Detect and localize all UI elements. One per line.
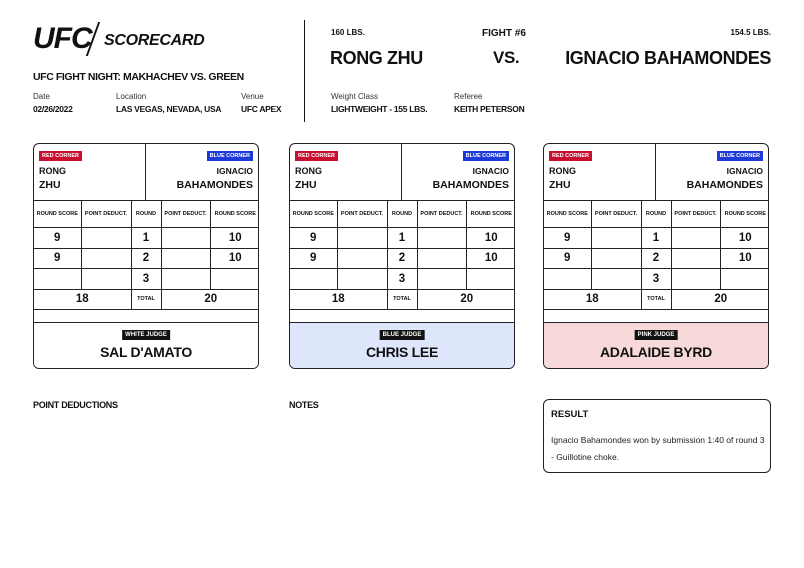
red-point-deduct	[591, 248, 641, 269]
blue-point-deduct-header: POINT DEDUCT.	[671, 201, 720, 228]
weight-class-label: Weight Class	[331, 92, 378, 101]
red-round-score	[290, 269, 337, 290]
score-table	[290, 200, 515, 310]
red-corner-last-name: ZHU	[39, 179, 61, 191]
red-point-deduct-header: POINT DEDUCT.	[591, 201, 641, 228]
red-round-score: 9	[290, 228, 337, 249]
blue-point-deduct	[161, 248, 210, 269]
round-row	[290, 248, 515, 269]
red-corner-first-name: RONG	[549, 166, 576, 176]
judge-area	[544, 322, 768, 369]
blue-corner-first-name: IGNACIO	[726, 166, 763, 176]
round-header: ROUND	[131, 201, 161, 228]
date-value: 02/26/2022	[33, 104, 73, 114]
fight-number: FIGHT #6	[482, 28, 526, 39]
judge-badge: WHITE JUDGE	[122, 330, 170, 340]
location-value: LAS VEGAS, NEVADA, USA	[116, 104, 222, 114]
red-point-deduct	[81, 248, 131, 269]
red-fighter-weight: 160 LBS.	[331, 28, 365, 37]
red-round-score: 9	[34, 248, 81, 269]
venue-label: Venue	[241, 92, 264, 101]
score-table	[34, 200, 259, 310]
round-number: 1	[131, 228, 161, 249]
round-row	[290, 269, 515, 290]
red-corner-last-name: ZHU	[549, 179, 571, 191]
round-header: ROUND	[641, 201, 671, 228]
vs-label: VS.	[493, 48, 520, 67]
red-round-score-header: ROUND SCORE	[544, 201, 591, 228]
corner-header	[34, 144, 258, 201]
total-row	[544, 289, 769, 310]
score-table-header	[34, 201, 259, 228]
round-row	[544, 248, 769, 269]
scorecard-title: SCORECARD	[104, 32, 205, 49]
score-table-header	[544, 201, 769, 228]
total-row	[34, 289, 259, 310]
blue-corner-badge: BLUE CORNER	[207, 151, 253, 161]
judge-scorecard	[543, 143, 769, 369]
round-row	[544, 228, 769, 249]
judge-name: CHRIS LEE	[366, 344, 438, 360]
result-box	[543, 399, 771, 473]
blue-corner-first-name: IGNACIO	[472, 166, 509, 176]
blue-point-deduct-header: POINT DEDUCT.	[161, 201, 210, 228]
red-round-score	[544, 269, 591, 290]
blue-point-deduct	[161, 228, 210, 249]
red-corner-badge: RED CORNER	[39, 151, 82, 161]
blue-corner-last-name: BAHAMONDES	[176, 179, 253, 191]
judge-scorecard	[33, 143, 259, 369]
judge-area	[34, 322, 258, 369]
score-table-header	[290, 201, 515, 228]
red-round-score: 9	[544, 248, 591, 269]
round-number: 3	[131, 269, 161, 290]
judge-badge: PINK JUDGE	[635, 330, 678, 340]
red-point-deduct	[591, 228, 641, 249]
red-round-score: 9	[290, 248, 337, 269]
round-row	[34, 269, 259, 290]
blue-point-deduct	[161, 269, 210, 290]
red-point-deduct	[337, 228, 387, 249]
total-label: TOTAL	[387, 289, 417, 310]
corner-divider	[655, 144, 656, 200]
judge-area	[290, 322, 514, 369]
judge-badge: BLUE JUDGE	[380, 330, 425, 340]
red-fighter-name: RONG ZHU	[330, 48, 423, 68]
red-round-score: 9	[544, 228, 591, 249]
blue-point-deduct	[671, 269, 720, 290]
blue-round-score: 10	[210, 228, 259, 249]
venue-value: UFC APEX	[241, 104, 282, 114]
blue-round-score	[210, 269, 259, 290]
red-total: 18	[544, 289, 641, 310]
event-name: UFC FIGHT NIGHT: MAKHACHEV VS. GREEN	[33, 71, 244, 83]
blue-total: 20	[417, 289, 515, 310]
blue-total: 20	[671, 289, 769, 310]
blue-point-deduct	[671, 228, 720, 249]
round-number: 3	[641, 269, 671, 290]
blue-round-score: 10	[720, 228, 769, 249]
red-corner-badge: RED CORNER	[295, 151, 338, 161]
round-number: 2	[387, 248, 417, 269]
blue-round-score	[466, 269, 515, 290]
blue-point-deduct	[417, 269, 466, 290]
total-row	[290, 289, 515, 310]
red-point-deduct	[337, 248, 387, 269]
blue-point-deduct-header: POINT DEDUCT.	[417, 201, 466, 228]
round-number: 1	[387, 228, 417, 249]
total-label: TOTAL	[641, 289, 671, 310]
round-row	[290, 228, 515, 249]
blue-round-score	[720, 269, 769, 290]
blue-round-score-header: ROUND SCORE	[210, 201, 259, 228]
red-point-deduct	[337, 269, 387, 290]
weight-class-value: LIGHTWEIGHT - 155 LBS.	[331, 104, 428, 114]
corner-divider	[145, 144, 146, 200]
blue-fighter-name: IGNACIO BAHAMONDES	[565, 48, 771, 68]
blue-fighter-weight: 154.5 LBS.	[730, 28, 771, 37]
red-point-deduct-header: POINT DEDUCT.	[337, 201, 387, 228]
round-number: 2	[641, 248, 671, 269]
red-point-deduct-header: POINT DEDUCT.	[81, 201, 131, 228]
red-round-score-header: ROUND SCORE	[34, 201, 81, 228]
blue-point-deduct	[417, 248, 466, 269]
red-total: 18	[34, 289, 131, 310]
red-corner-badge: RED CORNER	[549, 151, 592, 161]
date-label: Date	[33, 92, 50, 101]
corner-header	[544, 144, 768, 201]
red-point-deduct	[591, 269, 641, 290]
red-corner-first-name: RONG	[39, 166, 66, 176]
round-row	[34, 248, 259, 269]
red-round-score-header: ROUND SCORE	[290, 201, 337, 228]
red-round-score: 9	[34, 228, 81, 249]
blue-corner-last-name: BAHAMONDES	[686, 179, 763, 191]
blue-round-score: 10	[720, 248, 769, 269]
location-label: Location	[116, 92, 147, 101]
red-round-score	[34, 269, 81, 290]
round-row	[544, 269, 769, 290]
judge-name: ADALAIDE BYRD	[600, 344, 712, 360]
blue-round-score: 10	[466, 228, 515, 249]
blue-round-score-header: ROUND SCORE	[466, 201, 515, 228]
blue-total: 20	[161, 289, 259, 310]
blue-corner-badge: BLUE CORNER	[463, 151, 509, 161]
blue-point-deduct	[417, 228, 466, 249]
red-corner-last-name: ZHU	[295, 179, 317, 191]
referee-value: KEITH PETERSON	[454, 104, 525, 114]
referee-label: Referee	[454, 92, 483, 101]
blue-round-score: 10	[210, 248, 259, 269]
blue-round-score: 10	[466, 248, 515, 269]
result-text: Ignacio Bahamondes won by submission 1:40 of round 3 - Guillotine choke.	[551, 435, 765, 462]
score-table	[544, 200, 769, 310]
red-corner-first-name: RONG	[295, 166, 322, 176]
ufc-logo: UFC	[33, 22, 92, 55]
judge-scorecard	[289, 143, 515, 369]
blue-corner-last-name: BAHAMONDES	[432, 179, 509, 191]
total-label: TOTAL	[131, 289, 161, 310]
red-total: 18	[290, 289, 387, 310]
blue-round-score-header: ROUND SCORE	[720, 201, 769, 228]
round-header: ROUND	[387, 201, 417, 228]
round-row	[34, 228, 259, 249]
corner-divider	[401, 144, 402, 200]
round-number: 2	[131, 248, 161, 269]
point-deductions-title: POINT DEDUCTIONS	[33, 400, 118, 410]
blue-point-deduct	[671, 248, 720, 269]
result-title: RESULT	[551, 409, 589, 420]
judge-name: SAL D'AMATO	[100, 344, 192, 360]
blue-corner-badge: BLUE CORNER	[717, 151, 763, 161]
blue-corner-first-name: IGNACIO	[216, 166, 253, 176]
red-point-deduct	[81, 228, 131, 249]
round-number: 3	[387, 269, 417, 290]
header-divider	[304, 20, 305, 122]
notes-title: NOTES	[289, 400, 319, 410]
red-point-deduct	[81, 269, 131, 290]
round-number: 1	[641, 228, 671, 249]
corner-header	[290, 144, 514, 201]
